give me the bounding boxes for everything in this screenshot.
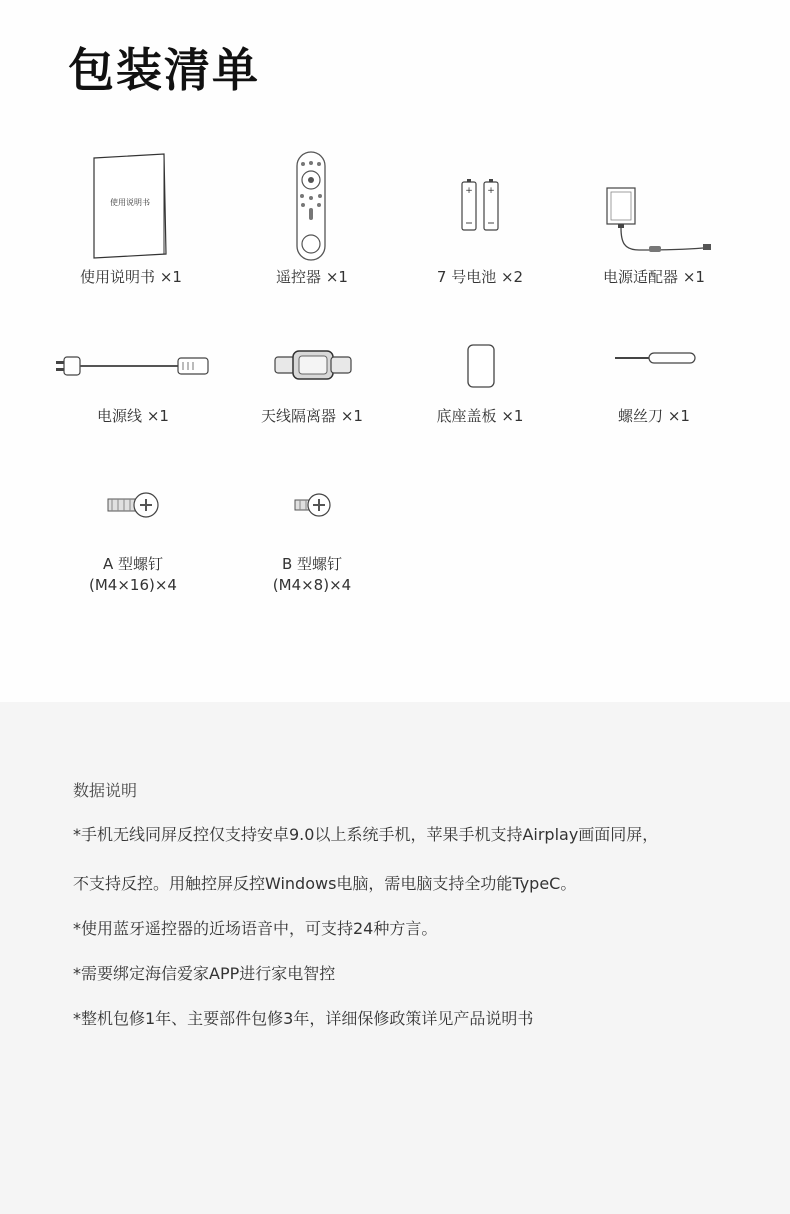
item-label: 螺丝刀 ×1 [618,407,690,425]
note-line: *整机包修1年、主要部件包修3年，详细保修政策详见产品说明书 [73,1009,534,1028]
remote-icon [227,150,397,262]
item-label-line1: B 型螺钉 [281,555,343,573]
item-label-line1: A 型螺钉 [102,555,164,573]
item-label-line2: (M4×16)×4 [89,576,177,594]
item-label-line2: (M4×8)×4 [272,576,352,594]
screw-b-icon [227,485,397,525]
manual-icon [46,150,216,260]
note-line: *需要绑定海信爱家APP进行家电智控 [73,964,336,983]
note-line: 不支持反控。用触控屏反控Windows电脑，需电脑支持全功能TypeC。 [73,874,577,893]
base-cover-icon [395,335,565,395]
svg-text:+: + [465,186,473,196]
item-label: 电源适配器 ×1 [603,268,705,286]
svg-text:+: + [487,186,495,196]
notes-section [0,702,790,1214]
manual-cover-text: 使用说明书 [110,198,150,207]
battery-icon [395,150,565,260]
item-label: 7 号电池 ×2 [436,268,524,286]
antenna-isolator-icon [227,335,397,395]
item-label: 底座盖板 ×1 [436,407,524,425]
item-label: 天线隔离器 ×1 [261,407,363,425]
note-line: *手机无线同屏反控仅支持安卓9.0以上系统手机，苹果手机支持Airplay画面同屏， [73,825,659,844]
note-line: *使用蓝牙遥控器的近场语音中，可支持24种方言。 [73,919,438,938]
adapter-icon [569,150,739,262]
item-label: 遥控器 ×1 [276,268,348,286]
power-cord-icon [48,335,218,395]
notes-title: 数据说明 [73,781,138,800]
item-label: 使用说明书 ×1 [80,268,182,286]
item-label: 电源线 ×1 [97,407,169,425]
screw-a-icon [48,485,218,525]
screwdriver-icon [569,335,739,395]
page-title: 包装清单 [68,43,260,97]
